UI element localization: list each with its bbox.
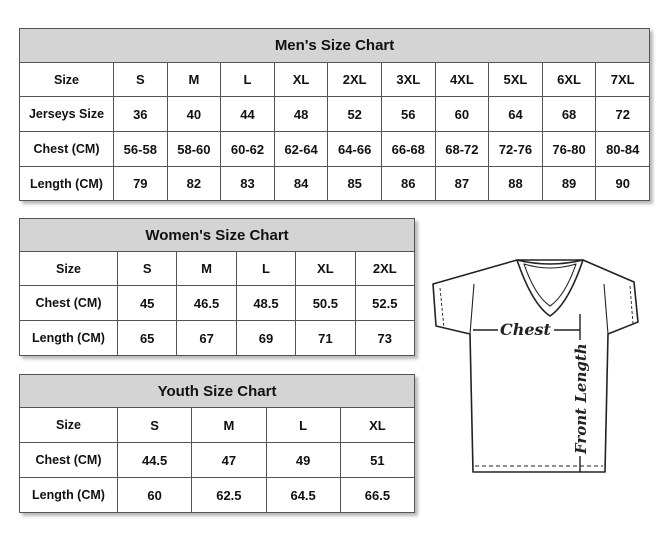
table-cell: 4XL xyxy=(435,63,489,97)
table-cell: M xyxy=(192,408,266,443)
youth-chart-title: Youth Size Chart xyxy=(20,375,415,408)
row-header: Size xyxy=(20,408,118,443)
table-cell: 58-60 xyxy=(167,132,221,167)
table-cell: 6XL xyxy=(542,63,596,97)
table-cell: 51 xyxy=(340,443,414,478)
table-cell: 40 xyxy=(167,97,221,132)
table-cell: 88 xyxy=(489,167,543,201)
row-header: Length (CM) xyxy=(20,167,114,201)
table-cell: 60-62 xyxy=(221,132,275,167)
table-cell: 83 xyxy=(221,167,275,201)
mens-chart-title: Men's Size Chart xyxy=(20,29,650,63)
table-cell: XL xyxy=(340,408,414,443)
table-row xyxy=(20,443,415,478)
row-header: Chest (CM) xyxy=(20,443,118,478)
table-cell: 86 xyxy=(381,167,435,201)
table-cell: 87 xyxy=(435,167,489,201)
table-cell: 5XL xyxy=(489,63,543,97)
table-cell: 52.5 xyxy=(355,286,414,321)
table-cell: 36 xyxy=(114,97,168,132)
front-length-label: Front Length xyxy=(572,343,590,454)
table-cell: 66-68 xyxy=(381,132,435,167)
table-cell: 65 xyxy=(118,321,177,356)
table-cell: 85 xyxy=(328,167,382,201)
row-header: Chest (CM) xyxy=(20,132,114,167)
table-row xyxy=(20,321,415,356)
table-cell: 47 xyxy=(192,443,266,478)
table-cell: 64 xyxy=(489,97,543,132)
table-cell: 7XL xyxy=(596,63,650,97)
table-cell: 62-64 xyxy=(274,132,328,167)
row-header: Chest (CM) xyxy=(20,286,118,321)
row-header: Size xyxy=(20,63,114,97)
table-cell: L xyxy=(221,63,275,97)
table-cell: 56-58 xyxy=(114,132,168,167)
table-cell: 50.5 xyxy=(296,286,355,321)
chest-label: Chest xyxy=(500,320,551,339)
table-cell: M xyxy=(177,252,236,286)
table-cell: 79 xyxy=(114,167,168,201)
table-cell: 82 xyxy=(167,167,221,201)
table-cell: 60 xyxy=(435,97,489,132)
table-cell: 2XL xyxy=(328,63,382,97)
table-cell: 72 xyxy=(596,97,650,132)
table-row xyxy=(20,286,415,321)
youth-size-chart xyxy=(19,374,415,513)
table-cell: 72-76 xyxy=(489,132,543,167)
mens-size-chart xyxy=(19,28,650,201)
table-cell: 64-66 xyxy=(328,132,382,167)
table-cell: 44.5 xyxy=(118,443,192,478)
table-cell: 48.5 xyxy=(236,286,295,321)
table-cell: 60 xyxy=(118,478,192,513)
table-cell: 80-84 xyxy=(596,132,650,167)
table-cell: 56 xyxy=(381,97,435,132)
table-cell: XL xyxy=(296,252,355,286)
table-cell: 66.5 xyxy=(340,478,414,513)
table-cell: 67 xyxy=(177,321,236,356)
table-cell: 49 xyxy=(266,443,340,478)
table-cell: S xyxy=(118,408,192,443)
table-cell: 76-80 xyxy=(542,132,596,167)
table-cell: 52 xyxy=(328,97,382,132)
table-cell: 68-72 xyxy=(435,132,489,167)
table-cell: 44 xyxy=(221,97,275,132)
table-cell: 3XL xyxy=(381,63,435,97)
table-cell: 90 xyxy=(596,167,650,201)
table-cell: XL xyxy=(274,63,328,97)
table-cell: S xyxy=(114,63,168,97)
table-cell: 46.5 xyxy=(177,286,236,321)
table-cell: 84 xyxy=(274,167,328,201)
table-cell: 62.5 xyxy=(192,478,266,513)
row-header: Size xyxy=(20,252,118,286)
row-header: Jerseys Size xyxy=(20,97,114,132)
table-cell: 2XL xyxy=(355,252,414,286)
table-row xyxy=(20,167,650,201)
table-cell: 48 xyxy=(274,97,328,132)
tshirt-measurement-diagram xyxy=(430,258,650,480)
table-cell: 69 xyxy=(236,321,295,356)
table-cell: 45 xyxy=(118,286,177,321)
table-cell: 64.5 xyxy=(266,478,340,513)
womens-chart-title: Women's Size Chart xyxy=(20,219,415,252)
table-cell: L xyxy=(266,408,340,443)
table-row xyxy=(20,97,650,132)
table-cell: 71 xyxy=(296,321,355,356)
table-cell: S xyxy=(118,252,177,286)
table-row xyxy=(20,408,415,443)
table-row xyxy=(20,132,650,167)
table-cell: L xyxy=(236,252,295,286)
table-cell: M xyxy=(167,63,221,97)
table-cell: 89 xyxy=(542,167,596,201)
row-header: Length (CM) xyxy=(20,478,118,513)
row-header: Length (CM) xyxy=(20,321,118,356)
womens-size-chart xyxy=(19,218,415,356)
table-row xyxy=(20,63,650,97)
table-cell: 73 xyxy=(355,321,414,356)
table-cell: 68 xyxy=(542,97,596,132)
table-row xyxy=(20,478,415,513)
table-row xyxy=(20,252,415,286)
tshirt-outline xyxy=(433,260,638,472)
